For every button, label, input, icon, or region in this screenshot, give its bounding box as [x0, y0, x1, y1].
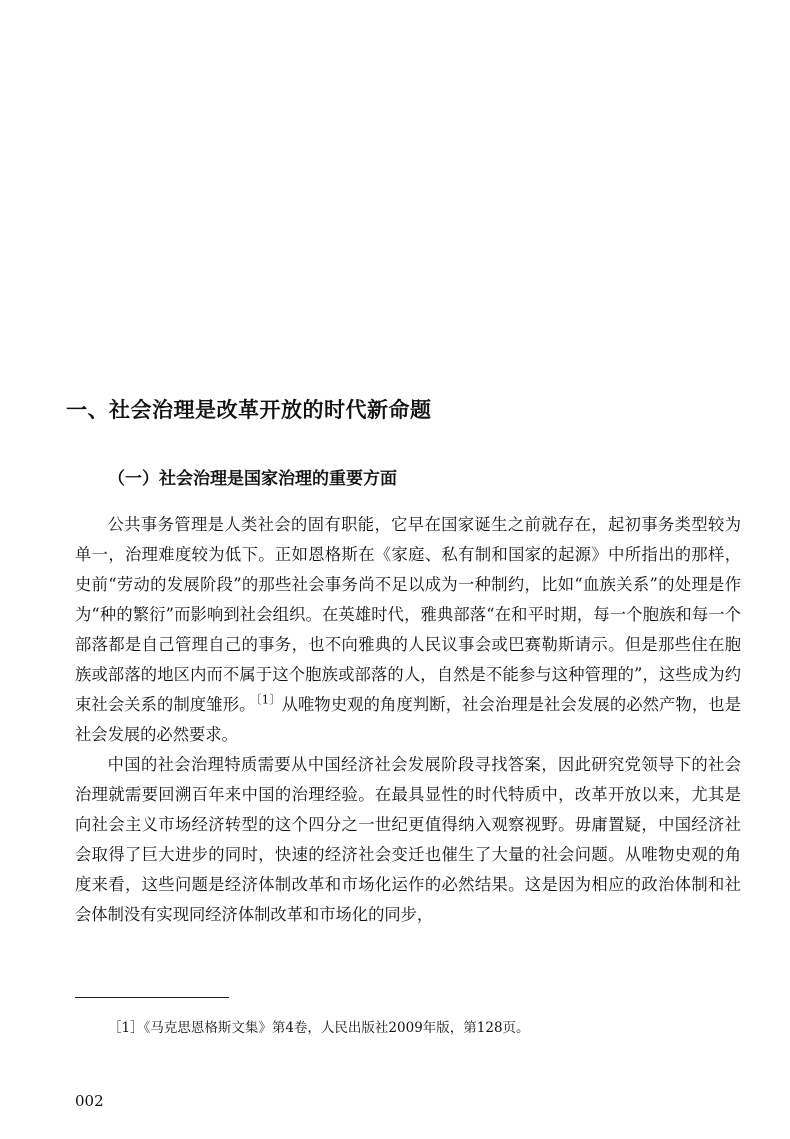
footnote [108, 1017, 748, 1039]
paragraph-2 [75, 750, 741, 930]
chapter-heading: 一、社会治理是改革开放的时代新命题 [66, 398, 432, 422]
body-text [75, 510, 741, 930]
page-number: 002 [75, 1092, 104, 1110]
footnote-marker: ［1］ [108, 1020, 144, 1036]
footnote-divider [75, 997, 229, 998]
paragraph-1 [75, 510, 741, 750]
paragraph-2-text: 中国的社会治理特质需要从中国经济社会发展阶段寻找答案，因此研究党领导下的社会治理就需要回溯百年来中国的治理经验。在最具显性的时代特质中，改革开放以来，尤其是向社会主义市场经济转型的这个四分之一世纪更值得纳入观察视野。毋庸置疑，中国经济社会取得了巨大进步的同时，快速的经济社会变迁也催生了大量的社会问题。从唯物史观的角度来看，这些问题是经济体制改革和市场化运作的必然结果。这是因为相应的政治体制和社会体制没有实现同经济体制改革和市场化的同步， [75, 755, 741, 924]
section-heading: （一）社会治理是国家治理的重要方面 [108, 469, 397, 489]
paragraph-1-text: 公共事务管理是人类社会的固有职能，它早在国家诞生之前就存在，起初事务类型较为单一，治理难度较为低下。正如恩格斯在《家庭、私有制和国家的起源》中所指出的那样，史前“劳动的发展阶段”的那些社会事务尚不足以成为一种制约，比如“血族关系”的处理是作为“种的繁衍”而影响到社会组织。在英雄时代，雅典部落“在和平时期，每一个胞族和每一个部落都是自己管理自己的事务，也不向雅典的人民议事会或巴赛勒斯请示。但是那些住在胞族或部落的地区内而不属于这个胞族或部落的人，自然是不能参与这种管理的”，这些成为约束社会关系的制度雏形。 [75, 515, 741, 714]
footnote-reference: 〔1〕 [255, 692, 282, 707]
paragraph-1-text-after-ref: 从唯物史观的角度判断，社会治理是社会发展的必然产物，也是社会发展的必然要求。 [75, 695, 741, 744]
footnote-text: 《马克思恩格斯文集》第4卷，人民出版社2009年版，第128页。 [143, 1020, 530, 1036]
